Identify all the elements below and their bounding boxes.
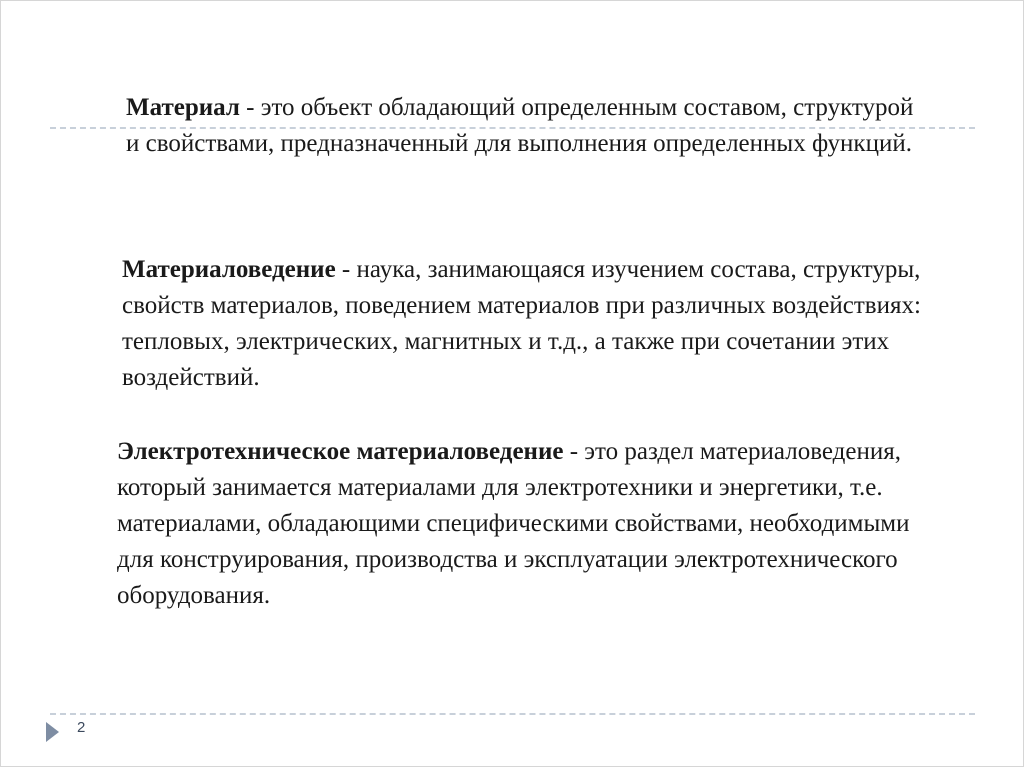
- term-material: Материал: [126, 94, 240, 121]
- bottom-divider: [50, 713, 975, 715]
- definition-materials-science-text: - наука, занимающаяся изучением состава, структуры, свойств материалов, поведением материалов при различных воздействиях: тепловых, электрических, магнитных и т.д., а также при сочетании этих воздействий.: [122, 256, 921, 391]
- definition-electrotechnical-materials-science: [117, 434, 937, 614]
- definition-material: [126, 90, 926, 162]
- page-number: 2: [77, 719, 86, 736]
- definition-electrotechnical-materials-science-text: - это раздел материаловедения, который занимается материалами для электротехники и энергетики, т.е. материалами, обладающими специфическими свойствами, необходимыми для конструирования, производства и эксплуатации электротехнического оборудования.: [117, 438, 910, 609]
- triangle-right-icon: [46, 722, 59, 742]
- definition-materials-science: [122, 252, 952, 396]
- term-electrotechnical-materials-science: Электротехническое материаловедение: [117, 438, 564, 465]
- definition-material-text: - это объект обладающий определенным составом, структурой и свойствами, предназначенный для выполнения определенных функций.: [126, 94, 914, 157]
- term-materials-science: Материаловедение: [122, 256, 336, 283]
